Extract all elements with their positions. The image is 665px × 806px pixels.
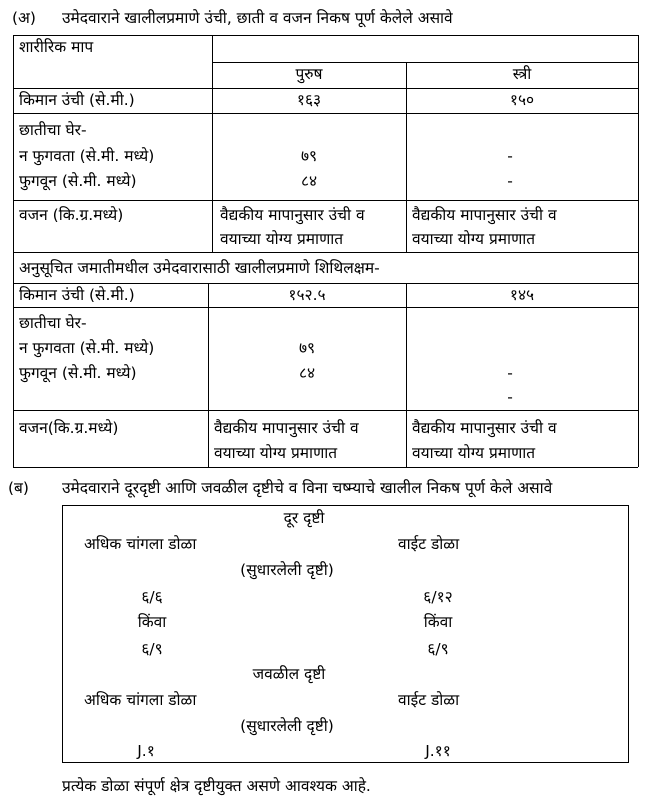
st-height-female: १४५: [509, 286, 535, 304]
far-or-left: किंवा: [137, 613, 167, 631]
st-relaxation-heading: अनुसूचित जमातीमधील उमेदवारासाठी खालीलप्रमाणे शिथिलक्षम-: [19, 259, 380, 277]
section-b-marker: (ब): [8, 479, 29, 497]
general-height-female: १५०: [509, 91, 535, 109]
general-chest-male-1: ७९: [300, 147, 318, 165]
general-weight-male-1: वैद्यकीय मापानुसार उंची व: [220, 206, 365, 224]
general-chest-label-2: न फुगवता (से.मी. मध्ये): [19, 147, 155, 165]
st-chest-label-2: न फुगवता (से.मी. मध्ये): [19, 339, 155, 357]
general-weight-label: वजन (कि.ग्र.मध्ये): [19, 206, 124, 224]
near-better-value: J.१: [137, 742, 155, 760]
col-header-male: पुरुष: [295, 65, 323, 83]
near-vision-title: जवळील दृष्टी: [252, 665, 326, 683]
st-weight-label: वजन(कि.ग्र.मध्ये): [19, 419, 119, 437]
general-chest-female-1: -: [507, 147, 513, 165]
section-b-heading: उमेदवाराने दूरदृष्टी आणि जवळील दृष्टीचे व विना चष्म्याचे खालील निकष पूर्ण केले असावे: [62, 479, 553, 497]
near-better-eye-label: अधिक चांगला डोळा: [84, 691, 197, 709]
far-better-value-1: ६/६: [141, 588, 163, 606]
st-chest-female-1: -: [507, 364, 513, 382]
general-chest-label-1: छातीचा घेर-: [19, 121, 87, 139]
far-better-eye-label: अधिक चांगला डोळा: [84, 535, 197, 553]
st-weight-male-2: वयाच्या योग्य प्रमाणात: [214, 444, 338, 462]
near-worse-value: J.११: [425, 742, 451, 760]
far-better-value-2: ६/९: [141, 640, 163, 658]
far-worse-value-1: ६/१२: [423, 588, 453, 606]
near-corrected-label: (सुधारलेली दृष्टी): [240, 717, 334, 735]
general-height-male: १६३: [296, 91, 322, 109]
st-weight-male-1: वैद्यकीय मापानुसार उंची व: [214, 419, 359, 437]
full-field-vision-note: प्रत्येक डोळा संपूर्ण क्षेत्र दृष्टीयुक्त असणे आवश्यक आहे.: [62, 777, 371, 795]
st-chest-female-2: -: [507, 388, 513, 406]
general-chest-male-2: ८४: [300, 172, 318, 190]
general-weight-female-1: वैद्यकीय मापानुसार उंची व: [412, 206, 557, 224]
general-chest-female-2: -: [507, 172, 513, 190]
st-chest-male-1: ७९: [298, 339, 316, 357]
far-or-right: किंवा: [423, 613, 453, 631]
st-height-male: १५२.५: [288, 286, 326, 304]
far-vision-title: दूर दृष्टी: [283, 509, 325, 527]
table-header-label: शारीरिक माप: [19, 38, 94, 56]
section-a-heading: उमेदवाराने खालीलप्रमाणे उंची, छाती व वजन निकष पूर्ण केलेले असावे: [62, 9, 453, 27]
col-header-female: स्त्री: [512, 65, 532, 83]
st-chest-label-1: छातीचा घेर-: [19, 314, 87, 332]
far-corrected-label: (सुधारलेली दृष्टी): [240, 561, 334, 579]
st-chest-label-3: फुगवून (से.मी. मध्ये): [19, 364, 137, 382]
st-weight-female-2: वयाच्या योग्य प्रमाणात: [412, 444, 536, 462]
st-height-label: किमान उंची (से.मी.): [19, 286, 135, 304]
st-chest-male-2: ८४: [298, 364, 316, 382]
general-weight-male-2: वयाच्या योग्य प्रमाणात: [220, 230, 344, 248]
far-worse-value-2: ६/९: [427, 640, 449, 658]
section-a-marker: (अ): [12, 9, 36, 27]
near-worse-eye-label: वाईट डोळा: [398, 691, 460, 709]
general-chest-label-3: फुगवून (से.मी. मध्ये): [19, 172, 137, 190]
general-weight-female-2: वयाच्या योग्य प्रमाणात: [412, 230, 536, 248]
far-worse-eye-label: वाईट डोळा: [398, 535, 460, 553]
st-weight-female-1: वैद्यकीय मापानुसार उंची व: [412, 419, 557, 437]
general-height-label: किमान उंची (से.मी.): [19, 91, 135, 109]
